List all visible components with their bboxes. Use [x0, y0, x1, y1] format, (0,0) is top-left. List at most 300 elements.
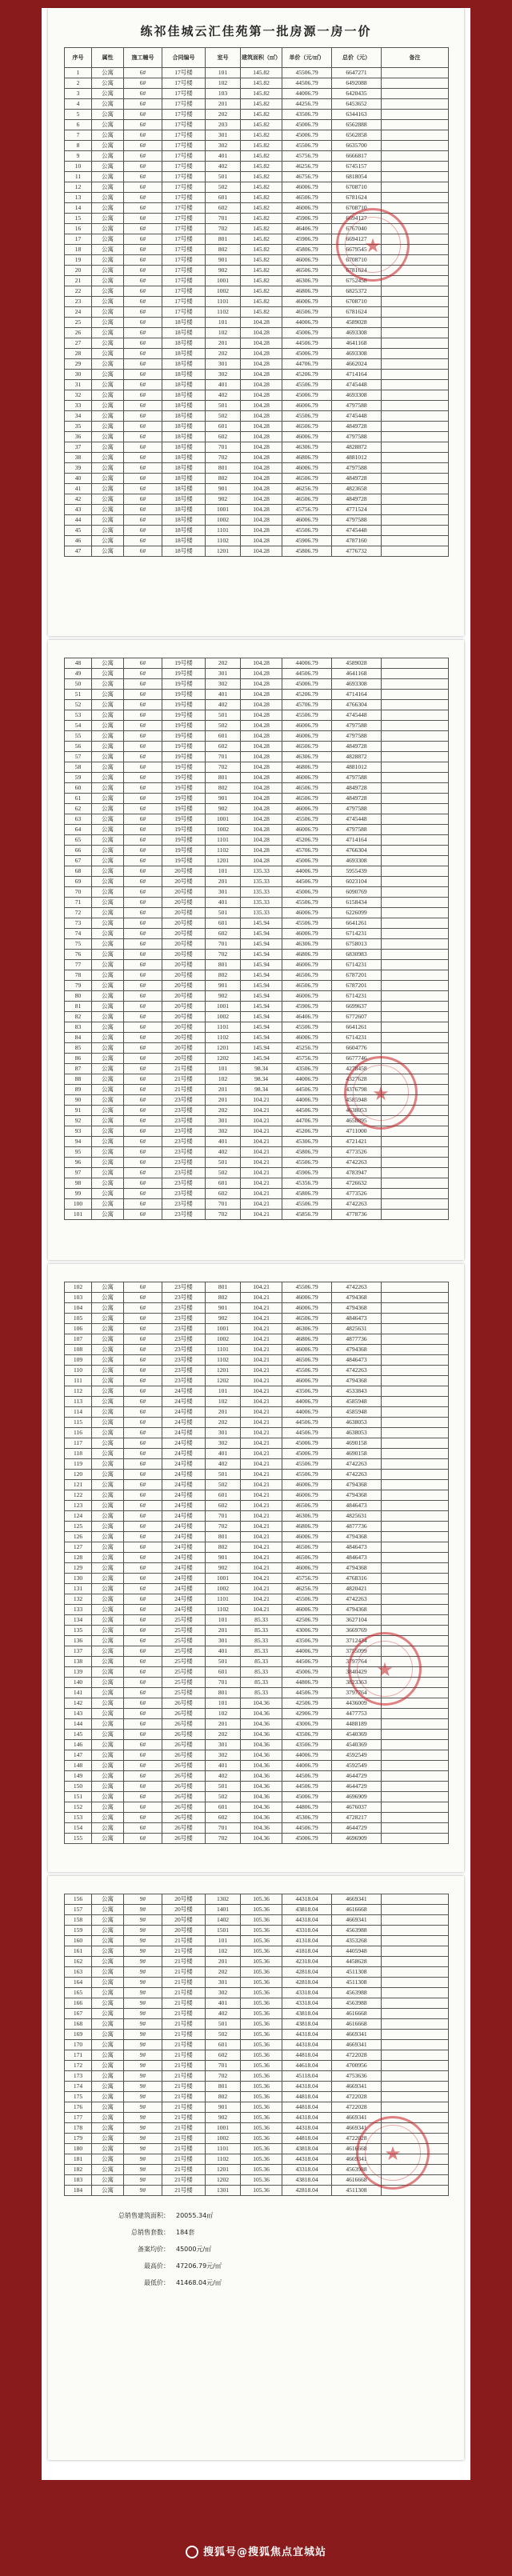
table-cell: 6647271 — [332, 68, 382, 78]
table-cell: 4638053 — [332, 1418, 382, 1428]
table-cell: 45006.79 — [282, 1834, 332, 1844]
table-cell: 4669341 — [332, 2030, 382, 2040]
table-cell: 公寓 — [92, 432, 124, 442]
table-cell: 6# — [124, 1293, 162, 1303]
table-cell: 45306.79 — [282, 1137, 332, 1147]
table-cell — [382, 1646, 449, 1657]
table-cell — [382, 1334, 449, 1345]
table-cell: 104.28 — [241, 442, 282, 453]
table-cell: 117 — [65, 1438, 92, 1449]
table-cell: 公寓 — [92, 918, 124, 929]
table-cell: 4794368 — [332, 1303, 382, 1314]
table-cell: 6# — [124, 474, 162, 484]
table-cell: 101 — [206, 866, 241, 877]
table-cell: 3797764 — [332, 1688, 382, 1698]
table-cell: 45006.79 — [282, 328, 332, 338]
table-cell: 4585948 — [332, 1397, 382, 1407]
table-cell — [382, 2009, 449, 2019]
table-cell: 24号楼 — [162, 1553, 206, 1563]
table-cell: 145.94 — [241, 960, 282, 970]
table-cell: 公寓 — [92, 1823, 124, 1834]
table-cell: 公寓 — [92, 960, 124, 970]
table-cell — [382, 1978, 449, 1988]
table-cell — [382, 2113, 449, 2123]
table-cell: 802 — [206, 970, 241, 981]
table-cell: 4745448 — [332, 814, 382, 825]
table-cell: 20号楼 — [162, 1905, 206, 1915]
table-cell: 902 — [206, 2113, 241, 2123]
table-row — [65, 2134, 449, 2144]
table-cell: 21号楼 — [162, 2040, 206, 2050]
table-cell: 6# — [124, 1043, 162, 1054]
table-cell: 4797588 — [332, 401, 382, 411]
table-cell: 6# — [124, 1376, 162, 1386]
table-cell — [382, 825, 449, 835]
table-cell: 23号楼 — [162, 1303, 206, 1314]
table-cell: 28 — [65, 349, 92, 359]
table-cell: 104.21 — [241, 1324, 282, 1334]
table-cell: 4825631 — [332, 1324, 382, 1334]
table-cell: 23号楼 — [162, 1366, 206, 1376]
table-cell: 183 — [65, 2175, 92, 2186]
table-cell: 6604776 — [332, 1043, 382, 1054]
table-cell: 21号楼 — [162, 2082, 206, 2092]
table-cell: 4658895 — [332, 1116, 382, 1126]
table-cell: 85.33 — [241, 1615, 282, 1626]
table-cell: 58 — [65, 762, 92, 773]
table-cell: 6# — [124, 505, 162, 515]
table-cell: 49 — [65, 669, 92, 679]
table-cell: 21号楼 — [162, 2030, 206, 2040]
table-cell: 46006.79 — [282, 731, 332, 742]
table-cell: 201 — [206, 1626, 241, 1636]
table-cell: 公寓 — [92, 1750, 124, 1761]
table-cell: 104.28 — [241, 804, 282, 814]
column-header: 属性 — [92, 48, 124, 68]
table-cell: 42818.04 — [282, 1967, 332, 1978]
table-cell: 45506.79 — [282, 918, 332, 929]
table-cell: 104.21 — [241, 1366, 282, 1376]
table-cell: 46006.79 — [282, 463, 332, 474]
table-cell: 135.33 — [241, 898, 282, 908]
table-cell: 501 — [206, 1657, 241, 1667]
table-row — [65, 328, 449, 338]
table-cell: 104.36 — [241, 1792, 282, 1802]
table-cell: 26 — [65, 328, 92, 338]
table-cell: 502 — [206, 1480, 241, 1490]
table-cell: 公寓 — [92, 1418, 124, 1428]
table-cell: 6# — [124, 762, 162, 773]
table-cell: 46506.79 — [282, 1542, 332, 1553]
table-row — [65, 1802, 449, 1813]
table-cell: 公寓 — [92, 658, 124, 669]
table-cell: 4849728 — [332, 494, 382, 505]
table-cell: 6758013 — [332, 939, 382, 950]
table-cell: 76 — [65, 950, 92, 960]
price-table — [64, 1894, 449, 2196]
table-cell: 801 — [206, 1282, 241, 1293]
table-cell: 6# — [124, 1698, 162, 1709]
table-cell: 45906.79 — [282, 234, 332, 245]
table-cell: 69 — [65, 877, 92, 887]
table-cell: 6# — [124, 1459, 162, 1470]
table-cell: 104.28 — [241, 835, 282, 846]
table-cell: 19号楼 — [162, 658, 206, 669]
table-cell: 53 — [65, 710, 92, 721]
table-cell: 9 — [65, 151, 92, 162]
table-cell — [382, 835, 449, 846]
table-cell: 6# — [124, 255, 162, 266]
table-cell: 145.94 — [241, 1022, 282, 1033]
table-cell: 1202 — [206, 1054, 241, 1064]
table-cell: 24号楼 — [162, 1459, 206, 1470]
table-row — [65, 89, 449, 99]
table-cell: 4773526 — [332, 1189, 382, 1199]
table-cell — [382, 804, 449, 814]
table-cell — [382, 679, 449, 690]
table-cell: 4797588 — [332, 721, 382, 731]
table-cell: 20 — [65, 266, 92, 276]
table-cell: 46006.79 — [282, 1490, 332, 1501]
table-cell: 802 — [206, 474, 241, 484]
table-row — [65, 1334, 449, 1345]
table-cell: 23号楼 — [162, 1168, 206, 1178]
table-row — [65, 783, 449, 794]
table-cell: 701 — [206, 1823, 241, 1834]
table-cell: 4641168 — [332, 669, 382, 679]
table-cell: 25号楼 — [162, 1646, 206, 1657]
table-cell: 105.36 — [241, 2144, 282, 2154]
table-cell: 46006.79 — [282, 1376, 332, 1386]
table-cell: 45006.79 — [282, 349, 332, 359]
table-row — [65, 690, 449, 700]
table-cell: 公寓 — [92, 1998, 124, 2009]
table-cell: 145.94 — [241, 950, 282, 960]
table-row — [65, 2113, 449, 2123]
table-cell: 102 — [206, 1709, 241, 1719]
table-cell: 21号楼 — [162, 1998, 206, 2009]
table-cell: 4877736 — [332, 1522, 382, 1532]
table-cell — [382, 401, 449, 411]
table-cell — [382, 2134, 449, 2144]
table-cell: 302 — [206, 1438, 241, 1449]
table-row — [65, 773, 449, 783]
table-row — [65, 887, 449, 898]
table-cell: 17号楼 — [162, 214, 206, 224]
table-row — [65, 710, 449, 721]
table-cell: 17号楼 — [162, 130, 206, 141]
table-cell: 75 — [65, 939, 92, 950]
table-cell: 130 — [65, 1574, 92, 1584]
table-cell: 301 — [206, 1428, 241, 1438]
table-cell: 6# — [124, 970, 162, 981]
table-cell: 6# — [124, 1740, 162, 1750]
table-row — [65, 1355, 449, 1366]
table-cell: 6# — [124, 99, 162, 110]
table-cell: 96 — [65, 1158, 92, 1168]
table-cell — [382, 1137, 449, 1147]
table-cell: 46006.79 — [282, 929, 332, 939]
table-row — [65, 1490, 449, 1501]
table-cell: 20号楼 — [162, 877, 206, 887]
table-cell: 公寓 — [92, 2040, 124, 2050]
table-cell: 43006.79 — [282, 1719, 332, 1730]
table-cell: 901 — [206, 2102, 241, 2113]
table-cell — [382, 505, 449, 515]
table-cell — [382, 1719, 449, 1730]
table-cell: 6# — [124, 297, 162, 307]
table-cell — [382, 2019, 449, 2030]
table-cell: 702 — [206, 2071, 241, 2082]
table-cell: 公寓 — [92, 151, 124, 162]
table-cell: 104.21 — [241, 1563, 282, 1574]
table-row — [65, 1823, 449, 1834]
table-cell: 104.21 — [241, 1428, 282, 1438]
table-cell: 104.36 — [241, 1761, 282, 1771]
table-cell: 25号楼 — [162, 1615, 206, 1626]
table-cell: 1 — [65, 68, 92, 78]
table-cell — [382, 89, 449, 99]
table-cell: 42818.04 — [282, 2186, 332, 2196]
table-cell: 153 — [65, 1813, 92, 1823]
table-cell: 公寓 — [92, 1054, 124, 1064]
table-cell: 35 — [65, 422, 92, 432]
table-cell: 45506.79 — [282, 814, 332, 825]
table-cell — [382, 151, 449, 162]
table-cell — [382, 1615, 449, 1626]
table-cell: 110 — [65, 1366, 92, 1376]
table-cell: 602 — [206, 2050, 241, 2061]
table-cell: 21号楼 — [162, 2123, 206, 2134]
table-cell: 6# — [124, 1605, 162, 1615]
table-cell: 802 — [206, 245, 241, 255]
table-cell: 19号楼 — [162, 794, 206, 804]
table-cell: 1102 — [206, 1355, 241, 1366]
table-cell: 公寓 — [92, 710, 124, 721]
table-row — [65, 762, 449, 773]
table-row — [65, 939, 449, 950]
table-row — [65, 1376, 449, 1386]
table-cell: 公寓 — [92, 804, 124, 814]
table-cell: 9# — [124, 2019, 162, 2030]
table-cell: 4477753 — [332, 1709, 382, 1719]
table-cell: 43506.79 — [282, 110, 332, 120]
table-cell: 公寓 — [92, 783, 124, 794]
table-cell: 74 — [65, 929, 92, 939]
table-cell: 公寓 — [92, 1761, 124, 1771]
table-cell: 6# — [124, 1407, 162, 1418]
table-cell: 44506.79 — [282, 877, 332, 887]
table-cell: 4783947 — [332, 1168, 382, 1178]
table-cell: 105.36 — [241, 1894, 282, 1905]
table-cell: 18号楼 — [162, 338, 206, 349]
summary-line — [96, 2241, 464, 2258]
table-cell: 44506.79 — [282, 1418, 332, 1428]
table-cell: 89 — [65, 1085, 92, 1095]
table-cell: 6# — [124, 856, 162, 866]
table-cell: 1101 — [206, 526, 241, 536]
table-cell — [382, 214, 449, 224]
table-cell: 702 — [206, 1834, 241, 1844]
table-row — [65, 453, 449, 463]
table-cell: 6781624 — [332, 193, 382, 203]
table-cell: 6420435 — [332, 89, 382, 99]
table-cell — [382, 1584, 449, 1594]
table-cell — [382, 494, 449, 505]
table-cell: 1001 — [206, 1324, 241, 1334]
table-cell: 4511308 — [332, 1978, 382, 1988]
table-cell: 46806.79 — [282, 453, 332, 463]
table-cell: 60 — [65, 783, 92, 794]
table-cell: 24号楼 — [162, 1574, 206, 1584]
table-cell — [382, 658, 449, 669]
table-cell: 6# — [124, 286, 162, 297]
table-cell — [382, 1303, 449, 1314]
table-cell: 104.28 — [241, 679, 282, 690]
table-cell — [382, 1407, 449, 1418]
summary-line — [96, 2258, 464, 2274]
table-cell: 公寓 — [92, 463, 124, 474]
table-cell: 6# — [124, 887, 162, 898]
table-cell: 公寓 — [92, 1366, 124, 1376]
table-cell: 146 — [65, 1740, 92, 1750]
table-cell: 9# — [124, 2082, 162, 2092]
table-cell: 19号楼 — [162, 710, 206, 721]
table-cell: 公寓 — [92, 908, 124, 918]
table-cell: 45506.79 — [282, 68, 332, 78]
table-cell: 25号楼 — [162, 1688, 206, 1698]
table-cell: 121 — [65, 1480, 92, 1490]
table-cell: 9# — [124, 1946, 162, 1957]
table-cell: 105.36 — [241, 2030, 282, 2040]
table-cell: 6# — [124, 1147, 162, 1158]
table-cell: 17号楼 — [162, 99, 206, 110]
table-cell — [382, 721, 449, 731]
table-cell: 21号楼 — [162, 2175, 206, 2186]
table-cell: 公寓 — [92, 1915, 124, 1926]
table-cell: 46 — [65, 536, 92, 546]
table-cell: 21号楼 — [162, 2050, 206, 2061]
table-row — [65, 1293, 449, 1303]
table-cell: 104.36 — [241, 1709, 282, 1719]
table-cell — [382, 390, 449, 401]
table-cell: 46006.79 — [282, 1480, 332, 1490]
table-cell: 45306.79 — [282, 1813, 332, 1823]
table-cell: 45506.79 — [282, 1199, 332, 1210]
table-cell: 902 — [206, 494, 241, 505]
table-cell: 65 — [65, 835, 92, 846]
table-row — [65, 1137, 449, 1147]
table-cell: 301 — [206, 1636, 241, 1646]
table-cell: 23号楼 — [162, 1293, 206, 1303]
table-cell: 102 — [206, 1946, 241, 1957]
table-cell: 126 — [65, 1532, 92, 1542]
table-row — [65, 1894, 449, 1905]
table-cell: 701 — [206, 1678, 241, 1688]
table-cell: 46006.79 — [282, 432, 332, 442]
table-cell: 4714164 — [332, 690, 382, 700]
table-cell: 6# — [124, 1126, 162, 1137]
table-cell: 67 — [65, 856, 92, 866]
table-cell: 602 — [206, 742, 241, 752]
table-cell: 6# — [124, 526, 162, 536]
table-cell: 44506.79 — [282, 1771, 332, 1782]
table-cell — [382, 1688, 449, 1698]
table-row — [65, 1189, 449, 1199]
table-row — [65, 1667, 449, 1678]
table-row — [65, 411, 449, 422]
table-cell — [382, 1158, 449, 1168]
table-cell: 97 — [65, 1168, 92, 1178]
table-cell — [382, 1998, 449, 2009]
table-cell: 23号楼 — [162, 1147, 206, 1158]
table-cell: 6# — [124, 214, 162, 224]
column-header: 合同编号 — [162, 48, 206, 68]
table-cell: 6714231 — [332, 991, 382, 1002]
table-cell: 19号楼 — [162, 731, 206, 742]
table-cell: 104.36 — [241, 1719, 282, 1730]
table-cell — [382, 484, 449, 494]
table-cell: 701 — [206, 1511, 241, 1522]
table-cell: 公寓 — [92, 742, 124, 752]
table-cell: 公寓 — [92, 866, 124, 877]
table-cell: 4877736 — [332, 1334, 382, 1345]
table-cell: 21号楼 — [162, 1085, 206, 1095]
table-cell: 6# — [124, 1345, 162, 1355]
table-cell — [382, 1480, 449, 1490]
table-cell: 23号楼 — [162, 1324, 206, 1334]
table-cell: 21号楼 — [162, 2186, 206, 2196]
table-cell: 104.21 — [241, 1106, 282, 1116]
table-cell — [382, 349, 449, 359]
table-cell: 101 — [206, 1615, 241, 1626]
table-cell: 1101 — [206, 835, 241, 846]
table-cell: 601 — [206, 422, 241, 432]
table-cell: 9# — [124, 1988, 162, 1998]
table-cell: 公寓 — [92, 1355, 124, 1366]
table-row — [65, 297, 449, 307]
table-cell — [382, 1168, 449, 1178]
table-cell: 1302 — [206, 1894, 241, 1905]
table-row — [65, 2144, 449, 2154]
table-cell: 95 — [65, 1147, 92, 1158]
table-cell: 104.21 — [241, 1449, 282, 1459]
table-cell: 6# — [124, 224, 162, 234]
table-cell: 44318.04 — [282, 2030, 332, 2040]
table-cell: 46406.79 — [282, 1012, 332, 1022]
table-cell: 20号楼 — [162, 1054, 206, 1064]
table-cell: 145.94 — [241, 991, 282, 1002]
table-cell: 4405948 — [332, 1946, 382, 1957]
table-cell: 104.36 — [241, 1834, 282, 1844]
table-cell: 131 — [65, 1584, 92, 1594]
table-cell: 112 — [65, 1386, 92, 1397]
table-cell: 6# — [124, 773, 162, 783]
table-cell: 101 — [206, 1698, 241, 1709]
table-cell: 公寓 — [92, 970, 124, 981]
table-cell: 公寓 — [92, 1314, 124, 1324]
left-border — [0, 0, 42, 2576]
table-cell: 9# — [124, 2123, 162, 2134]
table-cell: 6# — [124, 1054, 162, 1064]
table-cell: 170 — [65, 2040, 92, 2050]
table-cell: 501 — [206, 401, 241, 411]
table-cell: 104.21 — [241, 1501, 282, 1511]
table-row — [65, 2186, 449, 2196]
table-cell: 44 — [65, 515, 92, 526]
table-cell: 104.21 — [241, 1199, 282, 1210]
table-cell: 公寓 — [92, 1116, 124, 1126]
